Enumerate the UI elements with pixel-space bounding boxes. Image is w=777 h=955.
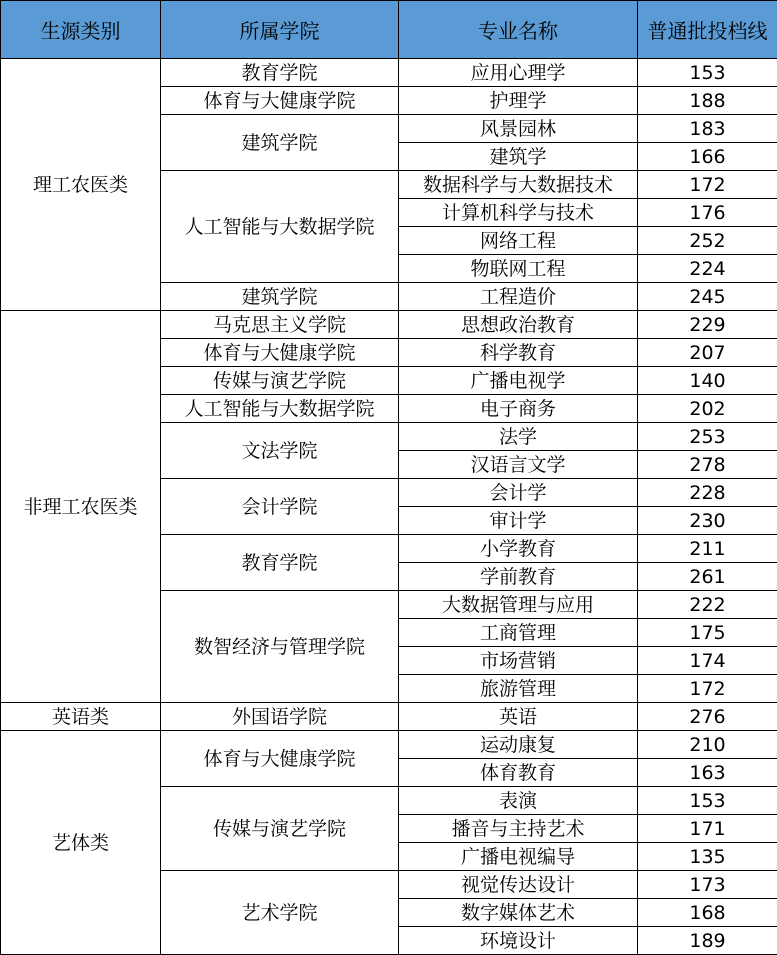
score-cell: 183 bbox=[638, 115, 777, 143]
category-cell: 非理工农医类 bbox=[1, 311, 161, 703]
college-cell: 传媒与演艺学院 bbox=[161, 787, 399, 871]
major-cell: 体育教育 bbox=[399, 759, 638, 787]
score-cell: 135 bbox=[638, 843, 777, 871]
college-cell: 教育学院 bbox=[161, 535, 399, 591]
major-cell: 物联网工程 bbox=[399, 255, 638, 283]
college-cell: 体育与大健康学院 bbox=[161, 339, 399, 367]
score-cell: 207 bbox=[638, 339, 777, 367]
score-cell: 171 bbox=[638, 815, 777, 843]
college-cell: 会计学院 bbox=[161, 479, 399, 535]
table-body bbox=[1, 59, 777, 955]
score-cell: 140 bbox=[638, 367, 777, 395]
score-cell: 202 bbox=[638, 395, 777, 423]
score-cell: 174 bbox=[638, 647, 777, 675]
header-category: 生源类别 bbox=[1, 1, 161, 59]
header-score: 普通批投档线 bbox=[638, 1, 777, 59]
header-major: 专业名称 bbox=[399, 1, 638, 59]
college-cell: 建筑学院 bbox=[161, 115, 399, 171]
major-cell: 学前教育 bbox=[399, 563, 638, 591]
score-cell: 172 bbox=[638, 171, 777, 199]
major-cell: 思想政治教育 bbox=[399, 311, 638, 339]
score-cell: 172 bbox=[638, 675, 777, 703]
score-cell: 276 bbox=[638, 703, 777, 731]
score-cell: 176 bbox=[638, 199, 777, 227]
category-cell: 艺体类 bbox=[1, 731, 161, 955]
major-cell: 审计学 bbox=[399, 507, 638, 535]
major-cell: 网络工程 bbox=[399, 227, 638, 255]
score-cell: 252 bbox=[638, 227, 777, 255]
score-cell: 253 bbox=[638, 423, 777, 451]
college-cell: 艺术学院 bbox=[161, 871, 399, 955]
major-cell: 应用心理学 bbox=[399, 59, 638, 87]
table-row bbox=[1, 703, 777, 731]
score-cell: 261 bbox=[638, 563, 777, 591]
major-cell: 市场营销 bbox=[399, 647, 638, 675]
major-cell: 护理学 bbox=[399, 87, 638, 115]
score-cell: 153 bbox=[638, 59, 777, 87]
major-cell: 数据科学与大数据技术 bbox=[399, 171, 638, 199]
category-cell: 理工农医类 bbox=[1, 59, 161, 311]
score-cell: 230 bbox=[638, 507, 777, 535]
score-cell: 168 bbox=[638, 899, 777, 927]
major-cell: 旅游管理 bbox=[399, 675, 638, 703]
major-cell: 汉语言文学 bbox=[399, 451, 638, 479]
major-cell: 科学教育 bbox=[399, 339, 638, 367]
table-row bbox=[1, 311, 777, 339]
header-row bbox=[1, 1, 777, 59]
college-cell: 文法学院 bbox=[161, 423, 399, 479]
score-cell: 166 bbox=[638, 143, 777, 171]
major-cell: 视觉传达设计 bbox=[399, 871, 638, 899]
college-cell: 马克思主义学院 bbox=[161, 311, 399, 339]
score-cell: 153 bbox=[638, 787, 777, 815]
major-cell: 风景园林 bbox=[399, 115, 638, 143]
major-cell: 会计学 bbox=[399, 479, 638, 507]
major-cell: 广播电视学 bbox=[399, 367, 638, 395]
table-row bbox=[1, 59, 777, 87]
major-cell: 工商管理 bbox=[399, 619, 638, 647]
major-cell: 工程造价 bbox=[399, 283, 638, 311]
major-cell: 计算机科学与技术 bbox=[399, 199, 638, 227]
score-cell: 211 bbox=[638, 535, 777, 563]
score-cell: 188 bbox=[638, 87, 777, 115]
college-cell: 建筑学院 bbox=[161, 283, 399, 311]
major-cell: 数字媒体艺术 bbox=[399, 899, 638, 927]
score-cell: 228 bbox=[638, 479, 777, 507]
score-cell: 229 bbox=[638, 311, 777, 339]
score-cell: 278 bbox=[638, 451, 777, 479]
table-row bbox=[1, 731, 777, 759]
college-cell: 数智经济与管理学院 bbox=[161, 591, 399, 703]
major-cell: 电子商务 bbox=[399, 395, 638, 423]
college-cell: 传媒与演艺学院 bbox=[161, 367, 399, 395]
score-cell: 175 bbox=[638, 619, 777, 647]
major-cell: 广播电视编导 bbox=[399, 843, 638, 871]
score-cell: 210 bbox=[638, 731, 777, 759]
major-cell: 表演 bbox=[399, 787, 638, 815]
major-cell: 环境设计 bbox=[399, 927, 638, 955]
major-cell: 运动康复 bbox=[399, 731, 638, 759]
score-cell: 222 bbox=[638, 591, 777, 619]
header-college: 所属学院 bbox=[161, 1, 399, 59]
major-cell: 小学教育 bbox=[399, 535, 638, 563]
score-cell: 245 bbox=[638, 283, 777, 311]
score-cell: 224 bbox=[638, 255, 777, 283]
category-cell: 英语类 bbox=[1, 703, 161, 731]
college-cell: 教育学院 bbox=[161, 59, 399, 87]
major-cell: 英语 bbox=[399, 703, 638, 731]
college-cell: 体育与大健康学院 bbox=[161, 87, 399, 115]
major-cell: 大数据管理与应用 bbox=[399, 591, 638, 619]
college-cell: 人工智能与大数据学院 bbox=[161, 395, 399, 423]
major-cell: 播音与主持艺术 bbox=[399, 815, 638, 843]
college-cell: 外国语学院 bbox=[161, 703, 399, 731]
score-cell: 173 bbox=[638, 871, 777, 899]
score-cell: 189 bbox=[638, 927, 777, 955]
score-cell: 163 bbox=[638, 759, 777, 787]
college-cell: 体育与大健康学院 bbox=[161, 731, 399, 787]
college-cell: 人工智能与大数据学院 bbox=[161, 171, 399, 283]
major-cell: 建筑学 bbox=[399, 143, 638, 171]
major-cell: 法学 bbox=[399, 423, 638, 451]
